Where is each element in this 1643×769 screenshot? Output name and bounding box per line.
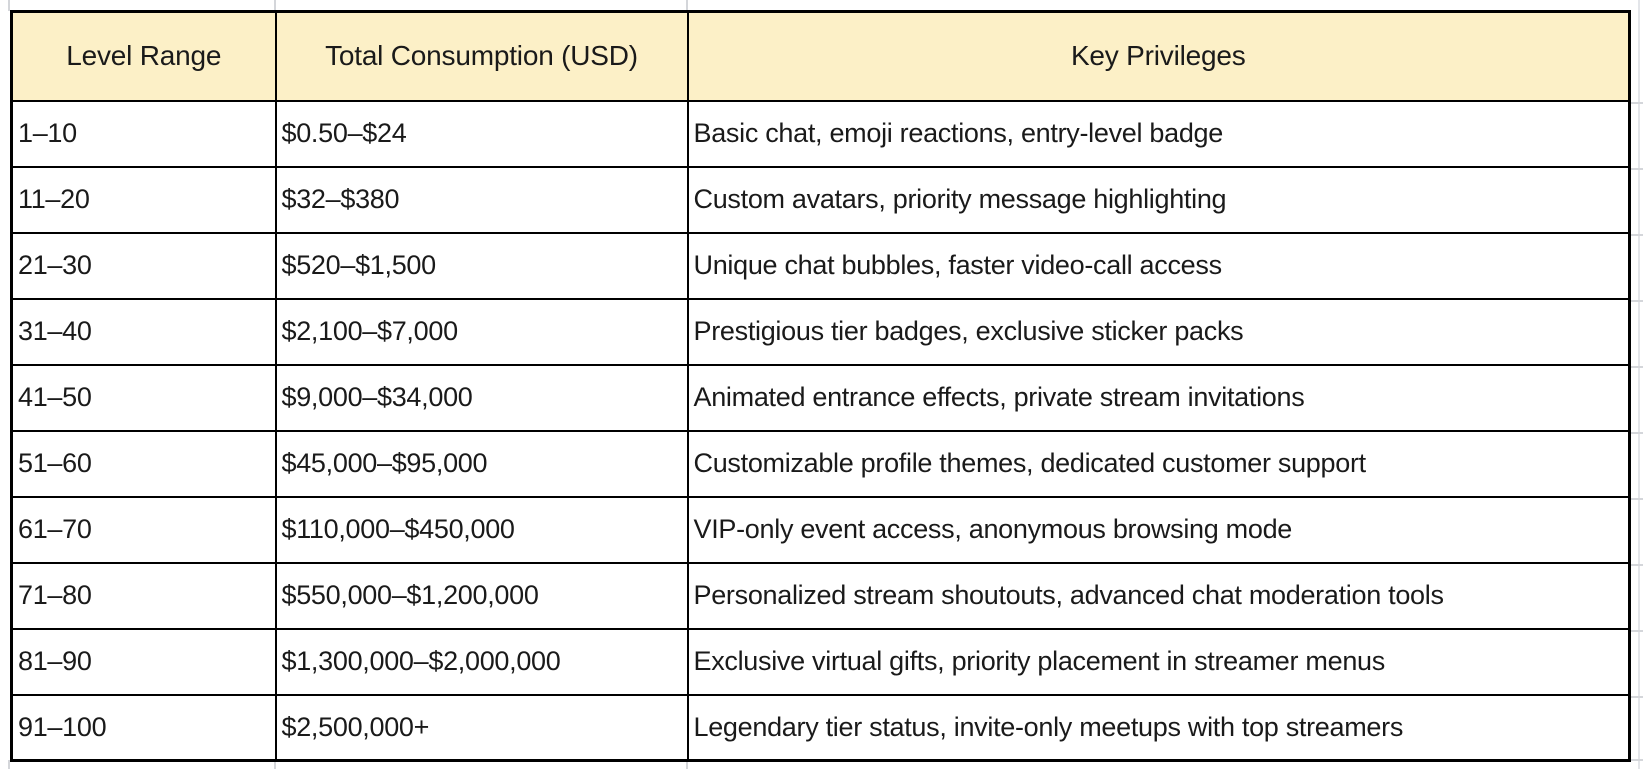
cell-total-consumption: $45,000–$95,000 <box>276 431 688 497</box>
cell-total-consumption: $550,000–$1,200,000 <box>276 563 688 629</box>
cell-key-privileges: Legendary tier status, invite-only meetups with top streamers <box>688 695 1630 761</box>
cell-total-consumption: $2,500,000+ <box>276 695 688 761</box>
cell-level-range: 61–70 <box>12 497 276 563</box>
cell-key-privileges: Animated entrance effects, private stream invitations <box>688 365 1630 431</box>
cell-total-consumption: $110,000–$450,000 <box>276 497 688 563</box>
cell-level-range: 81–90 <box>12 629 276 695</box>
table-row <box>12 563 1630 629</box>
cell-total-consumption: $32–$380 <box>276 167 688 233</box>
cell-total-consumption: $0.50–$24 <box>276 101 688 167</box>
gridline-stub <box>1631 300 1643 302</box>
level-privileges-table <box>10 10 1631 762</box>
column-header-key-privileges: Key Privileges <box>688 12 1630 101</box>
gridline-stub <box>1631 366 1643 368</box>
gridline-stub <box>1631 759 1643 761</box>
cell-level-range: 31–40 <box>12 299 276 365</box>
table-row <box>12 101 1630 167</box>
gridline-stub <box>1631 432 1643 434</box>
table-row <box>12 365 1630 431</box>
cell-level-range: 41–50 <box>12 365 276 431</box>
cell-key-privileges: Personalized stream shoutouts, advanced chat moderation tools <box>688 563 1630 629</box>
table-row <box>12 629 1630 695</box>
cell-total-consumption: $520–$1,500 <box>276 233 688 299</box>
cell-level-range: 1–10 <box>12 101 276 167</box>
column-header-level-range: Level Range <box>12 12 276 101</box>
cell-key-privileges: Custom avatars, priority message highlighting <box>688 167 1630 233</box>
cell-level-range: 51–60 <box>12 431 276 497</box>
table-row <box>12 695 1630 761</box>
gridline-stub <box>1631 564 1643 566</box>
header-row <box>12 12 1630 101</box>
gridline-stub <box>1638 0 1640 769</box>
gridline-stub <box>1631 168 1643 170</box>
table-row <box>12 431 1630 497</box>
cell-key-privileges: Basic chat, emoji reactions, entry-level badge <box>688 101 1630 167</box>
cell-total-consumption: $2,100–$7,000 <box>276 299 688 365</box>
table-row <box>12 497 1630 563</box>
cell-level-range: 11–20 <box>12 167 276 233</box>
cell-level-range: 21–30 <box>12 233 276 299</box>
column-header-total-consumption: Total Consumption (USD) <box>276 12 688 101</box>
gridline-stub <box>1631 696 1643 698</box>
cell-total-consumption: $1,300,000–$2,000,000 <box>276 629 688 695</box>
cell-total-consumption: $9,000–$34,000 <box>276 365 688 431</box>
gridline-stub <box>1631 102 1643 104</box>
cell-level-range: 71–80 <box>12 563 276 629</box>
cell-key-privileges: Prestigious tier badges, exclusive sticker packs <box>688 299 1630 365</box>
cell-key-privileges: VIP-only event access, anonymous browsing mode <box>688 497 1630 563</box>
table-row <box>12 167 1630 233</box>
gridline-stub <box>1631 630 1643 632</box>
cell-key-privileges: Unique chat bubbles, faster video-call access <box>688 233 1630 299</box>
gridline-stub <box>1631 498 1643 500</box>
cell-level-range: 91–100 <box>12 695 276 761</box>
table-row <box>12 299 1630 365</box>
table-row <box>12 233 1630 299</box>
gridline-stub <box>1631 234 1643 236</box>
cell-key-privileges: Exclusive virtual gifts, priority placement in streamer menus <box>688 629 1630 695</box>
cell-key-privileges: Customizable profile themes, dedicated customer support <box>688 431 1630 497</box>
